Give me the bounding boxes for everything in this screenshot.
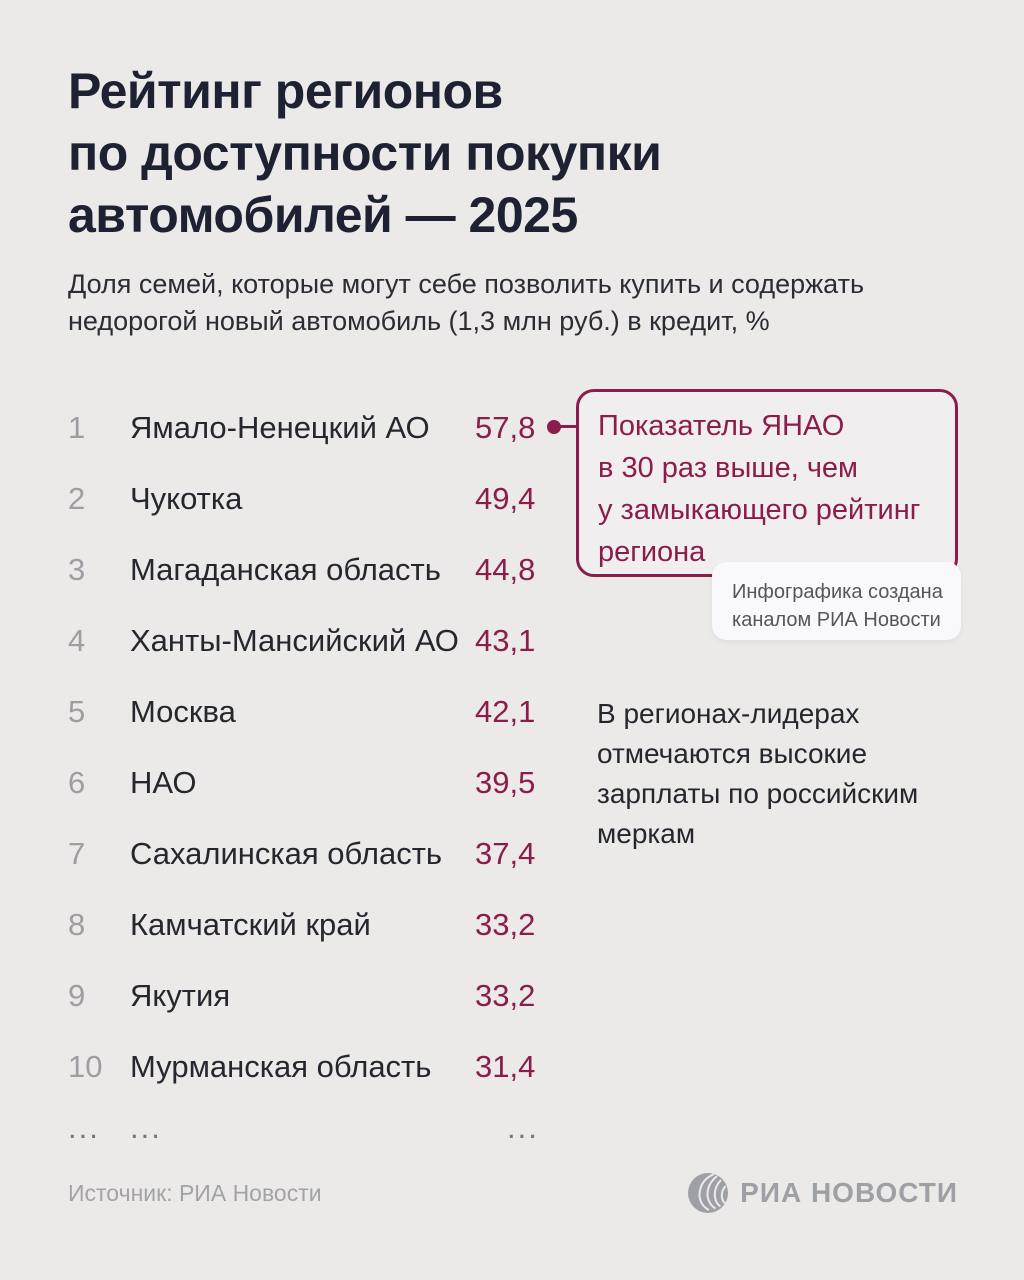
- aside-commentary: [597, 694, 918, 854]
- aside-line-3: зарплаты по российским: [597, 778, 919, 809]
- aside-line-4: меркам: [597, 818, 696, 849]
- rank-number: 8: [68, 906, 86, 942]
- subtitle-line-1: Доля семей, которые могут себе позволить купить и содержать: [68, 269, 865, 299]
- source-caption: Источник: РИА Новости: [68, 1180, 322, 1206]
- ranking-list: [68, 392, 548, 1154]
- region-value: 57,8: [475, 409, 536, 445]
- callout-line-4: региона: [598, 536, 706, 568]
- rank-number: 4: [68, 622, 86, 658]
- region-name: Камчатский край: [130, 906, 371, 942]
- region-value: 33,2: [475, 977, 536, 1013]
- region-name: Чукотка: [130, 480, 243, 516]
- infographic-credit-note: [712, 562, 961, 640]
- page-subtitle: [68, 266, 864, 340]
- aside-line-2: отмечаются высокие: [597, 738, 868, 769]
- region-name: Магаданская область: [130, 551, 441, 587]
- region-value: 31,4: [475, 1048, 536, 1084]
- title-line-3: автомобилей — 2025: [68, 187, 578, 243]
- table-row: [68, 534, 548, 605]
- region-value: 44,8: [475, 551, 536, 587]
- ria-novosti-logo: [687, 1172, 958, 1214]
- region-name: Сахалинская область: [130, 835, 443, 871]
- table-row: [68, 889, 548, 960]
- value-ellipsis: ...: [507, 1110, 539, 1145]
- rank-number: 5: [68, 693, 86, 729]
- table-row: [68, 1031, 548, 1102]
- region-value: 43,1: [475, 622, 536, 658]
- ria-logo-text: РИА НОВОСТИ: [740, 1177, 958, 1208]
- rank-number: 1: [68, 409, 86, 445]
- rank-number: 2: [68, 480, 86, 516]
- note-line-1: Инфографика создана: [732, 581, 943, 603]
- region-name: Москва: [130, 693, 236, 729]
- table-row: [68, 605, 548, 676]
- table-row: [68, 392, 548, 463]
- region-value: 42,1: [475, 693, 536, 729]
- region-name: Ямало-Ненецкий АО: [130, 409, 430, 445]
- callout-box: [576, 389, 958, 577]
- rank-number: 9: [68, 977, 86, 1013]
- region-name: Якутия: [130, 977, 231, 1013]
- table-row: [68, 818, 548, 889]
- region-value: 33,2: [475, 906, 536, 942]
- callout-line-3: у замыкающего рейтинг: [598, 494, 921, 526]
- table-row: [68, 676, 548, 747]
- rank-number: 7: [68, 835, 86, 871]
- title-line-1: Рейтинг регионов: [68, 63, 503, 119]
- table-row-ellipsis: [68, 1102, 548, 1154]
- page-title: [68, 60, 661, 246]
- callout-line-2: в 30 раз выше, чем: [598, 452, 858, 484]
- region-name: Ханты-Мансийский АО: [130, 622, 459, 658]
- region-value: 37,4: [475, 835, 536, 871]
- ria-globe-icon: [687, 1172, 729, 1214]
- subtitle-line-2: недорогой новый автомобиль (1,3 млн руб.) в кредит, %: [68, 306, 770, 336]
- region-value: 39,5: [475, 764, 536, 800]
- region-name: Мурманская область: [130, 1048, 432, 1084]
- table-row: [68, 960, 548, 1031]
- note-line-2: каналом РИА Новости: [732, 609, 941, 631]
- table-row: [68, 463, 548, 534]
- rank-number: 10: [68, 1048, 103, 1084]
- rank-number: 6: [68, 764, 86, 800]
- aside-line-1: В регионах-лидерах: [597, 698, 860, 729]
- rank-ellipsis: ...: [68, 1110, 100, 1145]
- title-line-2: по доступности покупки: [68, 125, 662, 181]
- table-row: [68, 747, 548, 818]
- region-value: 49,4: [475, 480, 536, 516]
- region-name: НАО: [130, 764, 197, 800]
- region-ellipsis: ...: [130, 1110, 162, 1145]
- callout-line-1: Показатель ЯНАО: [598, 410, 845, 442]
- rank-number: 3: [68, 551, 86, 587]
